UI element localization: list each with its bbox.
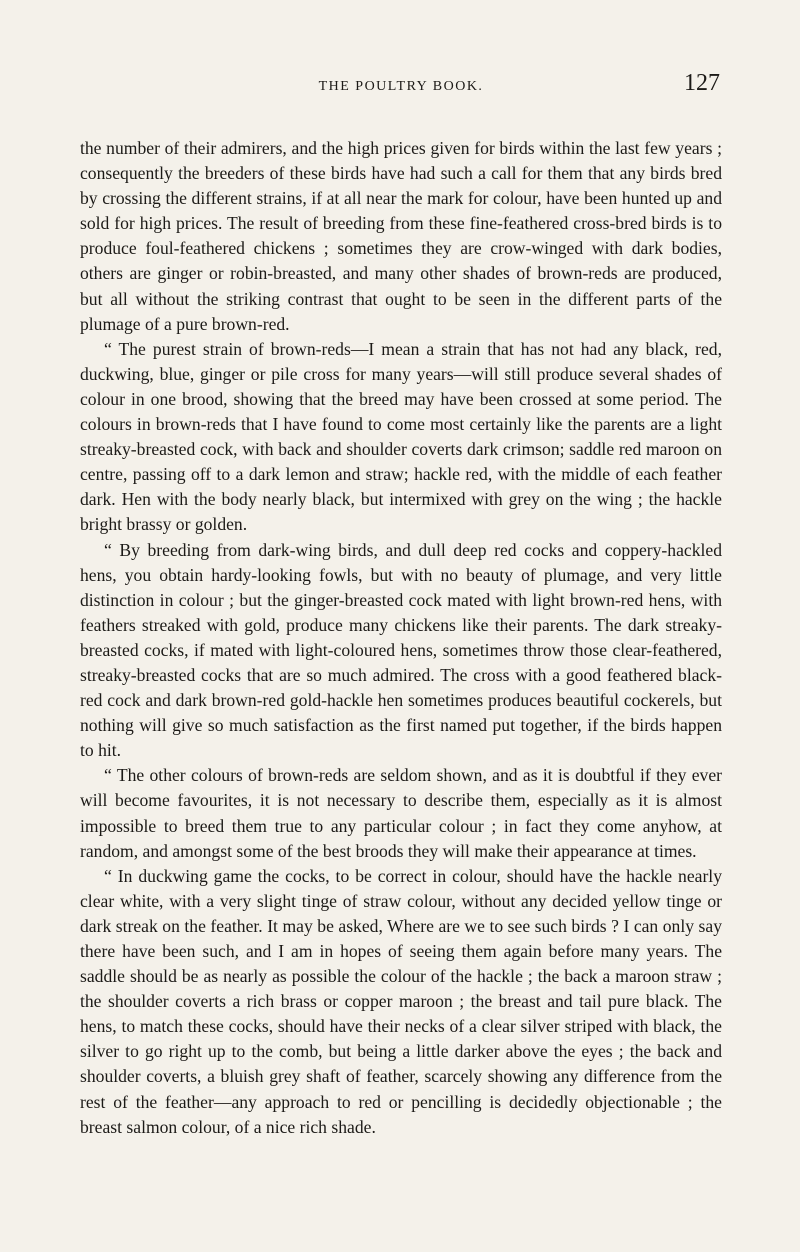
running-head [80,70,722,100]
page-number: 127 [684,70,720,96]
running-title: THE POULTRY BOOK. [318,79,484,94]
paragraph: “ In duckwing game the cocks, to be correct in colour, should have the hackle nearly clear white, with a very slight tinge of straw colour, without any decided yellow tinge or dark streak on the feather. It may be asked, Where are we to see such birds ? I can only say there have been such, and I am in hopes of seeing them again before many years. The saddle should be as nearly as possible the colour of the hackle ; the back a maroon straw ; the shoulder coverts a rich brass or copper maroon ; the breast and tail pure black. The hens, to match these cocks, should have their necks of a clear silver striped with black, the silver to go right up to the comb, but being a little darker above the eyes ; the back and shoulder coverts, a bluish grey shaft of feather, scarcely showing any difference from the rest of the feather—any approach to red or pencilling is decidedly objectionable ; the breast salmon colour, of a nice rich shade. [80,865,722,1137]
paragraph-continuation: the number of their admirers, and the high prices given for birds within the last few years ; consequently the breeders of these birds have had such a call for them that any birds bred by crossing the different strains, if at all near the mark for colour, have been hunted up and sold for high prices. The result of breeding from these fine-feathered cross-bred birds is to produce foul-feathered chickens ; sometimes they are crow-winged with dark bodies, others are ginger or robin-breasted, and many other shades of brown-reds are produced, but all without the striking contrast that ought to be seen in the different parts of the plumage of a pure brown-red. [80,138,722,334]
paragraph: “ The purest strain of brown-reds—I mean a strain that has not had any black, red, duckwing, blue, ginger or pile cross for many years—will still produce several shades of colour in one brood, showing that the breed may have been crossed at some period. The colours in brown-reds that I have found to come most certainly like the parents are a light streaky-breasted cock, with back and shoulder coverts dark crimson; saddle red maroon on centre, passing off to a dark lemon and straw; hackle red, with the middle of each feather dark. Hen with the body nearly black, but intermixed with grey on the wing ; the hackle bright brassy or golden. [80,338,722,535]
paragraph: “ The other colours of brown-reds are seldom shown, and as it is doubtful if they ever will become favourites, it is not necessary to describe them, especially as it is almost impossible to breed them true to any particular colour ; in fact they come anyhow, at random, and amongst some of the best broods they will make their appearance at times. [80,765,722,861]
body-text [80,136,722,1140]
paragraph: “ By breeding from dark-wing birds, and dull deep red cocks and coppery-hackled hens, you obtain hardy-looking fowls, but with no beauty of plumage, and very little distinction in colour ; but the ginger-breasted cock mated with light brown-red hens, with feathers streaked with gold, produce many chickens like their parents. The dark streaky-breasted cocks, if mated with light-coloured hens, sometimes throw those clear-feathered, streaky-breasted cocks that are so much admired. The cross with a good feathered black-red cock and dark brown-red gold-hackle hen sometimes produces beautiful cockerels, but nothing will give so much satisfaction as the first named put together, if the birds happen to hit. [80,539,722,761]
